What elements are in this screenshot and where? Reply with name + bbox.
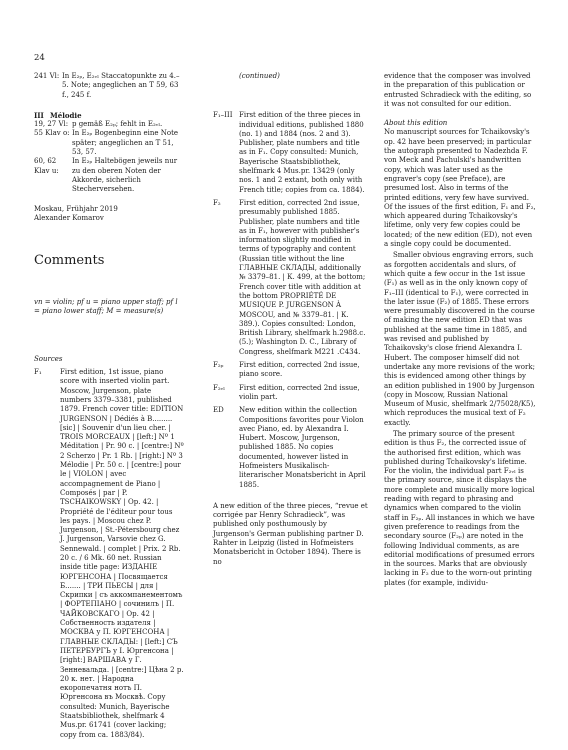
source-siglum: F₂ₚ: [213, 361, 224, 370]
paragraph: The primary source of the present edition is thus F₂, the corrected issue of the authorised first edition, which was published during Tchaikovsky's lifetime. For the violin, the individual part F₂ᵥₗ is the primary source, since it displays the more complete and musically more logical reading with regard to phrasing and dynamics when compared to the violin staff in F₂ₚ. All instances in which we have given preference to readings from the secondary source (F₂ₚ) are noted in the following Individual comments, as are editorial modifications of presumed errors in the sources. Marks that are obviously lacking in F₂ due to the worn-out printing plates (for example, individu-: [384, 429, 535, 587]
column-left: [34, 72, 184, 739]
column-right: [384, 72, 536, 588]
critical-note: [34, 129, 184, 157]
paragraph-continued: evidence that the composer was involved in the preparation of this publication or entrusted Schradieck with the editing, so it was not consulted for our edition.: [384, 72, 532, 108]
source-description: First edition, corrected 2nd issue, piano score.: [239, 361, 360, 379]
source-siglum: F₂: [213, 198, 221, 207]
paragraph: No manuscript sources for Tchaikovsky's op. 42 have been preserved; in particular the autograph presented to Nadezhda F. von Meck and Pachulski's handwritten copy, which was later used as the engraver's copy (see Preface), are presumed lost. Also in terms of the printed editions, very few have survived. Of the issues of the first edition, F₁ and F₂, which appeared during Tchaikovsky's lifetime, only very few copies could be located; of the new edition (ED), not even a single copy could be documented.: [384, 128, 536, 249]
source-description: First edition, corrected 2nd issue, presumably published 1885. Publisher, plate numbers and title as in F₁, however with publisher's information slightly modified in terms of typography and content (Russian title without the line ГЛАВНЫЕ СКЛАДЫ, additionally № 3379–81. | К. 499, at the bottom; French cover title with addition at the bottom PROPRIÉTÉ DE MUSIQUE P. JURGENSON À MOSCOU, and № 3379–81. | К. 389.). Copies consulted: London, British Library, shelfmark h.2988.c.(5.); Washington D. C., Library of Congress, shelfmark M221 .C434.: [239, 198, 366, 356]
critical-note: [34, 72, 184, 100]
comments-heading: Comments: [34, 253, 105, 269]
source-siglum: ED: [213, 406, 224, 415]
section-heading: [34, 111, 184, 120]
note-location: 19, 27 Vl:: [34, 120, 69, 129]
abbreviations-line: vn = violin; pf u = piano upper staff; pf l = piano lower staff; M = measure(s): [34, 298, 178, 316]
note-location: 60, 62 Klav u:: [34, 157, 59, 175]
source-description: First edition, corrected 2nd issue, violin part.: [239, 383, 360, 401]
about-heading: About this edition: [384, 119, 448, 128]
paragraph: A new edition of the three pieces, “revue et corrigée par Henry Schradieck”, was published only posthumously by Jurgenson's German publishing partner D. Rahter in Leipzig (listed in Hofmeisters Monatsbericht in October 1894). There is no: [213, 501, 368, 566]
note-location: 241 Vl:: [34, 72, 60, 80]
source-description-continued: (continued): [239, 72, 280, 80]
source-entry: [213, 111, 368, 195]
source-entry: [213, 199, 368, 357]
source-description: New edition within the collection Compositions favorites pour Violon avec Piano, ed. by Alexandra I. Hubert. Moscow, Jurgenson, published 1885. No copies documented, however listed in Hofmeisters Musikalisch-literarischer Monatsbericht in April 1885.: [239, 406, 366, 489]
source-siglum: F₂ᵥₗ: [213, 383, 225, 392]
paragraph: Smaller obvious engraving errors, such as forgotten accidentals and slurs, of which quite a few occur in the 1st issue (F₁) as well as in the only known copy of F₁–III (identical to F₁), were corrected in the later issue (F₂) of 1885. These errors were presumably discovered in the course of making the new edition ED that was published at the same time in 1885, and was revised and published by Tchaikovsky's close friend Alexandra I. Hubert. The composer himself did not undertake any more revisions of the work; this is evidenced among other things by an edition published in 1900 by Jurgenson (copy in Moscow, Russian National Museum of Music, shelfmark 2/75028/K5), which reproduces the musical text of F₂ exactly.: [384, 251, 536, 427]
note-text: In E₂ₚ Bogenbeginn eine Note später; angeglichen an T 51, 53, 57.: [72, 129, 179, 157]
critical-note: [34, 120, 184, 129]
source-siglum: F₁–III: [213, 111, 233, 120]
note-text: In E₂ₚ Haltebögen jeweils nur zu den oberen Noten der Akkorde, sicherlich Stecherversehen.: [72, 157, 178, 194]
source-entry: [213, 406, 368, 490]
source-siglum: F₁: [34, 368, 42, 377]
source-description: First edition of the three pieces in individual editions, published 1880 (no. 1) and 1884 (nos. 2 and 3). Publisher, plate numbers and title as in F₁. Copy consulted: Munich, Bayerische Staatsbibliothek, shelfmark 4 Mus.pr. 13429 (only nos. 1 and 2 extant, both only with French title; copies from ca. 1884).: [239, 111, 365, 194]
note-location: 55 Klav o:: [34, 129, 70, 138]
source-entry: [34, 368, 184, 739]
column-middle: [213, 72, 368, 567]
section-number: III: [34, 110, 44, 120]
source-description: First edition, 1st issue, piano score with inserted violin part. Moscow, Jurgenson, plate numbers 3379–3381, published 1879. French cover title: EDITION JURGENSON | Dédiés à B......... [sic] | Souvenir d'un lieu cher. | TROIS MORCEAUX | [left:] Nº 1 Méditation | Pr. 90 c. | [centre:] Nº 2 Scherzo | Pr. 1 Rb. | [right:] Nº 3 Mélodie | Pr. 50 c. | [centre:] pour le | VIOLON | avec accompagnement de Piano | Composés | par | P. TSCHAIKOWSKY | Op. 42. | Propriété de l'éditeur pour tous les pays. | Moscou chez P. Jurgenson, | St.-Pétersbourg chez J. Jurgenson, Varsovie chez G. Sennewald. | complet | Prix. 2 Rb. 20 c. / 6 Mk. 60 net. Russian inside title page: ИЗДАНІЕ ЮРГЕНСОНА | Посвящается Б....... | ТРИ ПЬЕСЫ | для | Скрипки | съ аккомпанементомъ | ФОРТЕПІАНО | сочинилъ | П. ЧАЙКОВСКАГО | Op. 42 | Собственность издателя | МОСКВА у П. ЮРГЕНСОНА | ГЛАВНЫЕ СКЛАДЫ: | [left:] СЪ ПЕТЕРБУРГЪ у I. Юргенсона | [right:] ВАРШАВА у Г. Зенневальда. | [centre:] Цѣна 2 р. 20 к. нет. | Народна екоропечатня нотъ П. Юргенсона въ Москвѣ. Copy consulted: Munich, Bayerische Staatsbibliothek, shelfmark 4 Mus.pr. 61741 (cover lacking; copy from ca. 1883/84).: [60, 368, 184, 739]
source-entry: [213, 384, 368, 403]
section-title: Mélodie: [50, 110, 82, 120]
source-entry: [213, 361, 368, 380]
source-entry: [213, 72, 368, 81]
page-number: 24: [34, 53, 45, 63]
signoff-place-date: Moskau, Frühjahr 2019: [34, 204, 118, 213]
note-text: In E₂ₚ, E₂ᵥₗ Staccatopunkte zu 4.–5. Note; angeglichen an T 59, 63 f., 245 f.: [62, 72, 180, 99]
signoff-author: Alexander Komarov: [34, 213, 104, 222]
note-text: p gemäß E₂ₚ; fehlt in E₂ᵥₗ.: [72, 120, 163, 129]
critical-note: [34, 157, 184, 194]
sources-heading: Sources: [34, 354, 63, 363]
